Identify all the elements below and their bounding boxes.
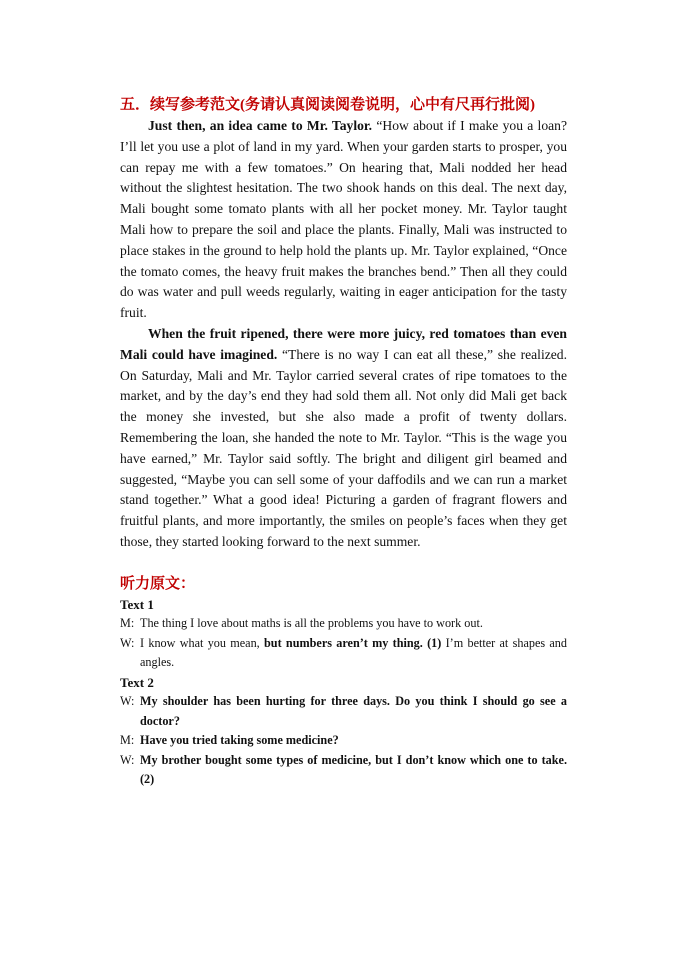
speaker-label: M: — [120, 733, 135, 748]
essay-paragraph-1 — [120, 116, 567, 324]
text-2-line-2 — [120, 731, 567, 751]
essay-paragraph-2 — [120, 324, 567, 553]
dialog-text: My shoulder has been hurting for three days. Do you think I should go see a doctor? — [140, 694, 567, 728]
speaker-label: M: — [120, 616, 135, 631]
document-page — [120, 94, 567, 790]
text-2-label: Text 2 — [120, 674, 154, 690]
text-1-line-2 — [120, 634, 567, 673]
essay-paragraph-2-body: “There is no way I can eat all these,” she realized. On Saturday, Mali and Mr. Taylor carried several crates of ripe tomatoes to the market, and by the day’s end they had sold them all. Not only did Mali get back the money she invested, but she also made a profit of twenty dollars. Remembering the loan, she handed the note to Mr. Taylor. “This is the wage you have earned,” Mr. Taylor said softly. The bright and diligent girl beamed and suggested, “Maybe you can sell some of your daffodils and we can run a market stand together.” What a good idea! Picturing a garden of fragrant flowers and fruitful plants, and more importantly, the smiles on people’s faces when they get those, they started looking forward to the next summer. — [120, 346, 567, 549]
speaker-label: W: — [120, 694, 135, 709]
dialog-text: I know what you mean, — [140, 635, 265, 650]
speaker-label: W: — [120, 635, 135, 650]
dialog-text: I’m better at shapes and angles. — [140, 635, 567, 670]
dialog-answer-text: but numbers aren’t my thing. (1) — [264, 635, 442, 650]
listening-transcript-heading: 听力原文： — [120, 575, 196, 592]
essay-paragraph-1-body: “How about if I make you a loan? I’ll let you use a plot of land in my yard. When your garden starts to prosper, you can repay me with a few tomatoes.” On hearing that, Mali nodded her head without the slightest hesitation. The two shook hands on this deal. The next day, Mali bought some tomato plants with all her pocket money. Mr. Taylor taught Mali how to prepare the soil and place the plants. Finally, Mali was instructed to place stakes in the ground to help hold the plants up. Mr. Taylor explained, “Once the tomato comes, the heavy fruit makes the branches bend.” Then all they could do was water and pull weeds regularly, waiting in eager anticipation for the tasty fruit. — [120, 118, 567, 321]
text-1-line-1 — [120, 614, 567, 634]
text-2-line-1 — [120, 692, 567, 731]
text-2-line-3 — [120, 751, 567, 790]
speaker-label: W: — [120, 752, 135, 767]
dialog-text: The thing I love about maths is all the problems you have to work out. — [140, 616, 483, 631]
model-essay — [120, 116, 567, 553]
dialog-text: My brother bought some types of medicine, but I don’t know which one to take. (2) — [140, 752, 567, 787]
text-1-label: Text 1 — [120, 596, 154, 612]
section-heading-continuation-writing: 五．续写参考范文(务请认真阅读阅卷说明，心中有尺再行批阅) — [120, 97, 535, 113]
dialog-text: Have you tried taking some medicine? — [140, 733, 339, 748]
essay-paragraph-1-lead: Just then, an idea came to Mr. Taylor. — [148, 118, 373, 133]
essay-paragraph-2-lead: When the fruit ripened, there were more juicy, red tomatoes than even Mali could have imagined. — [120, 325, 567, 362]
